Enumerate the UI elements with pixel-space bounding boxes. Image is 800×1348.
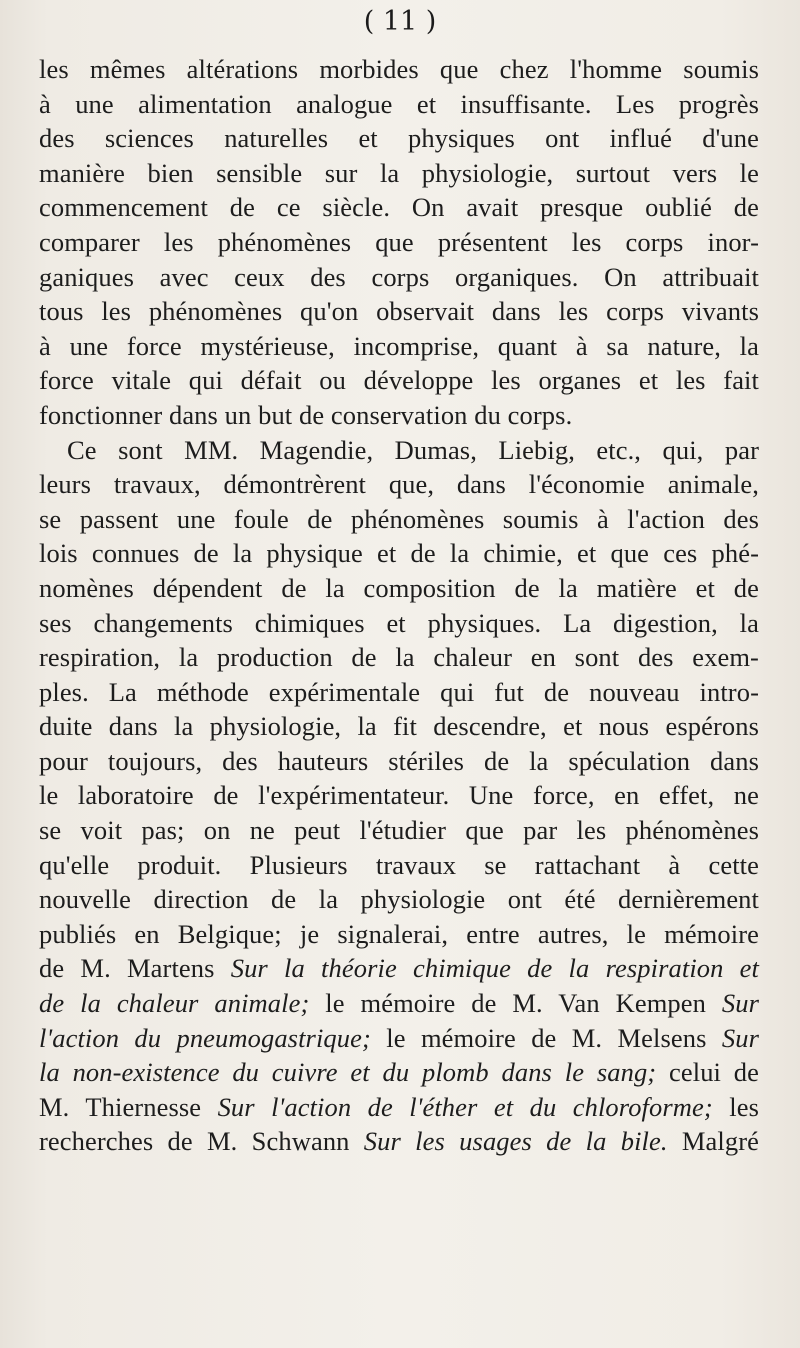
italic-text-span: de la chaleur animale; (39, 988, 310, 1019)
text-line (39, 1124, 759, 1159)
text-span: force vitale qui défait ou développe les organes et les fait (39, 365, 759, 396)
text-span: tous les phénomènes qu'on observait dans les corps vivants (39, 296, 759, 327)
text-line (39, 536, 759, 571)
text-line (39, 363, 759, 398)
text-span: les mêmes altérations morbides que chez l'homme soumis (39, 54, 759, 84)
italic-text-span: Sur l'action de l'éther et du chloroforme; (217, 1091, 713, 1122)
text-span: de M. Martens (39, 953, 231, 984)
text-line (39, 87, 759, 122)
text-span: ses changements chimiques et physiques. La digestion, la (39, 607, 759, 638)
italic-text-span: Sur (721, 1022, 760, 1053)
text-line (39, 398, 759, 433)
text-span: se passent une foule de phénomènes soumis à l'action des (39, 503, 759, 534)
text-span: commencement de ce siècle. On avait presque oublié de (39, 192, 759, 223)
page-number: ( 11 ) (363, 6, 437, 37)
text-span: duite dans la physiologie, la fit descendre, et nous espérons (39, 711, 759, 742)
italic-text-span: Sur les usages de la bile. (363, 1126, 668, 1157)
text-line (39, 329, 759, 364)
text-span: le mémoire de M. Van Kempen (309, 988, 722, 1019)
text-line (39, 467, 759, 502)
text-span: comparer les phénomènes que présentent les corps inor- (39, 226, 759, 257)
text-span: ples. La méthode expérimentale qui fut de nouveau intro- (39, 676, 759, 707)
text-line (39, 951, 759, 986)
text-span: publiés en Belgique; je signalerai, entre autres, le mémoire (39, 918, 759, 949)
text-line (39, 190, 759, 225)
text-span: Malgré (667, 1126, 759, 1157)
text-span: fonctionner dans un but de conservation du corps. (39, 399, 573, 430)
text-line (39, 433, 759, 468)
body-text (39, 52, 759, 1159)
text-line (39, 1021, 759, 1056)
text-line (39, 709, 759, 744)
text-line (39, 156, 759, 191)
text-span: leurs travaux, démontrèrent que, dans l'économie animale, (39, 469, 759, 500)
text-span: le laboratoire de l'expérimentateur. Une force, en effet, ne (39, 780, 759, 811)
text-line (39, 882, 759, 917)
text-line (39, 260, 759, 295)
text-span: respiration, la production de la chaleur en sont des exem- (39, 642, 759, 673)
italic-text-span: l'action du pneumogastrique; (39, 1022, 371, 1053)
text-span: celui de (656, 1057, 759, 1088)
text-line (39, 1090, 759, 1125)
text-span: à une alimentation analogue et insuffisante. Les progrès (39, 88, 759, 119)
text-span: pour toujours, des hauteurs stériles de la spéculation dans (39, 745, 759, 776)
italic-text-span: Sur (721, 988, 759, 1019)
text-line (39, 744, 759, 779)
text-span: recherches de M. Schwann (39, 1126, 364, 1157)
italic-text-span: Sur la théorie chimique de la respiration et (230, 953, 760, 984)
italic-text-span: la non-existence du cuivre et du plomb dans le sang; (39, 1057, 657, 1088)
text-span: Ce sont MM. Magendie, Dumas, Liebig, etc., qui, par (67, 434, 759, 465)
text-line (39, 606, 759, 641)
text-line (39, 225, 759, 260)
text-span: qu'elle produit. Plusieurs travaux se rattachant à cette (39, 849, 759, 880)
text-span: M. Thiernesse (39, 1091, 218, 1122)
text-span: des sciences naturelles et physiques ont influé d'une (39, 123, 759, 154)
text-line (39, 778, 759, 813)
text-span: nouvelle direction de la physiologie ont été dernièrement (39, 884, 759, 915)
text-line (39, 502, 759, 537)
text-span: à une force mystérieuse, incomprise, quant à sa nature, la (39, 330, 759, 361)
text-line (39, 813, 759, 848)
text-line (39, 675, 759, 710)
text-span: le mémoire de M. Melsens (370, 1022, 722, 1053)
text-line (39, 294, 759, 329)
text-span: les (712, 1091, 759, 1122)
text-line (39, 1055, 759, 1090)
text-span: lois connues de la physique et de la chimie, et que ces phé- (39, 538, 759, 569)
text-span: manière bien sensible sur la physiologie, surtout vers le (39, 157, 759, 188)
text-line (39, 917, 759, 952)
text-span: ganiques avec ceux des corps organiques. On attribuait (39, 261, 759, 292)
text-span: nomènes dépendent de la composition de la matière et de (39, 572, 759, 603)
text-line (39, 121, 759, 156)
text-line (39, 52, 759, 87)
text-line (39, 848, 759, 883)
text-line (39, 986, 759, 1021)
text-span: se voit pas; on ne peut l'étudier que par les phénomènes (39, 815, 759, 846)
text-line (39, 571, 759, 606)
text-line (39, 640, 759, 675)
